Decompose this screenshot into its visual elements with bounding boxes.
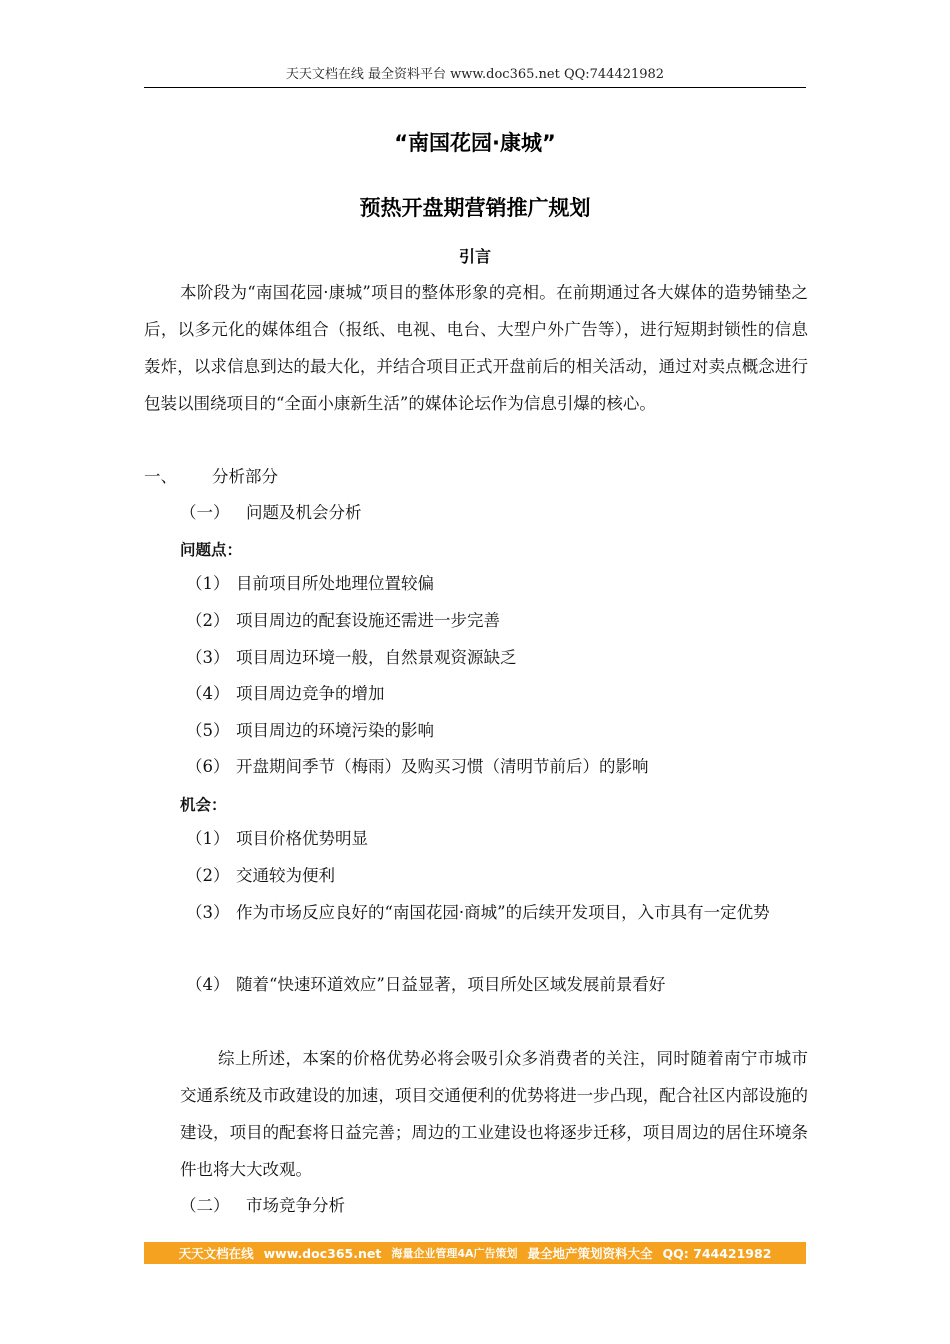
page-header: 天天文档在线 最全资料平台 www.doc365.net QQ:744421982 [285, 67, 665, 82]
list-item-text: 开盘期间季节（梅雨）及购买习惯（清明节前后）的影响 [236, 757, 649, 776]
footer-url: www.doc365.net [263, 1245, 382, 1261]
list-item-text: 项目周边的配套设施还需进一步完善 [236, 611, 500, 630]
list-item-number: （6） [186, 757, 230, 776]
header-rule [144, 87, 806, 88]
footer-banner [144, 1242, 806, 1264]
list-item-text: 随着“快速环道效应”日益显著，项目所处区域发展前景看好 [236, 975, 666, 994]
list-item-number: （3） [186, 648, 230, 667]
list-item-text: 目前项目所处地理位置较偏 [236, 574, 434, 593]
subsection-number: （一） [180, 503, 230, 522]
summary-paragraph: 综上所述，本案的价格优势必将会吸引众多消费者的关注，同时随着南宁市城市交通系统及市政建设的加速，项目交通便利的优势将进一步凸现，配合社区内部设施的建设，项目的配套将日益完善；周边的工业建设也将逐步迁移，项目周边的居住环境条件也将大大改观。 [180, 1049, 808, 1179]
list-item-number: （4） [186, 975, 230, 994]
problems-label: 问题点： [180, 541, 243, 559]
footer-tagline-2: 最全地产策划资料大全 [527, 1246, 653, 1261]
footer-tagline-1: 海量企业管理4A广告策划 [391, 1247, 518, 1260]
intro-heading: 引言 [458, 247, 491, 266]
list-item [186, 826, 368, 852]
list-item [186, 681, 385, 707]
list-item [186, 863, 335, 889]
list-item-text: 项目周边竞争的增加 [236, 684, 385, 703]
footer-qq: QQ: 744421982 [662, 1245, 772, 1261]
subsection-heading-market-competition [180, 1193, 345, 1219]
list-item-number: （2） [186, 866, 230, 885]
subsection-heading-problems-opportunities [180, 500, 362, 526]
list-item-number: （1） [186, 574, 230, 593]
intro-paragraph: 本阶段为“南国花园·康城”项目的整体形象的亮相。在前期通过各大媒体的造势铺垫之后，以多元化的媒体组合（报纸、电视、电台、大型户外广告等），进行短期封锁性的信息轰炸，以求信息到达的最大化，并结合项目正式开盘前后的相关活动，通过对卖点概念进行包装以围绕项目的“全面小康新生活”的媒体论坛作为信息引爆的核心。 [144, 283, 808, 413]
list-item-number: （5） [186, 721, 230, 740]
footer-site-name: 天天文档在线 [178, 1246, 254, 1261]
document-title: “南国花园·康城” [394, 131, 556, 155]
list-item-number: （3） [186, 903, 230, 922]
list-item [186, 754, 649, 780]
list-item [186, 718, 434, 744]
list-item-number-row [186, 900, 236, 926]
list-item-number: （1） [186, 829, 230, 848]
list-item-number: （2） [186, 611, 230, 630]
list-item-number: （4） [186, 684, 230, 703]
list-item-text: 交通较为便利 [236, 866, 335, 885]
list-item [186, 571, 434, 597]
subsection-title: 市场竞争分析 [246, 1196, 345, 1215]
list-item [186, 645, 517, 671]
list-item [186, 608, 500, 634]
subsection-number: （二） [180, 1196, 230, 1215]
section-title: 分析部分 [212, 467, 278, 486]
list-item-text: 项目价格优势明显 [236, 829, 368, 848]
list-item-text: 项目周边环境一般，自然景观资源缺乏 [236, 648, 517, 667]
opportunities-label: 机会： [180, 796, 227, 814]
subsection-title: 问题及机会分析 [246, 503, 362, 522]
list-item-text: 项目周边的环境污染的影响 [236, 721, 434, 740]
document-subtitle: 预热开盘期营销推广规划 [359, 196, 591, 220]
list-item [186, 972, 665, 998]
section-heading-analysis [144, 464, 278, 490]
list-item-text: 作为市场反应良好的“南国花园·商城”的后续开发项目，入市具有一定优势 [236, 903, 770, 922]
section-number: 一、 [144, 467, 177, 486]
